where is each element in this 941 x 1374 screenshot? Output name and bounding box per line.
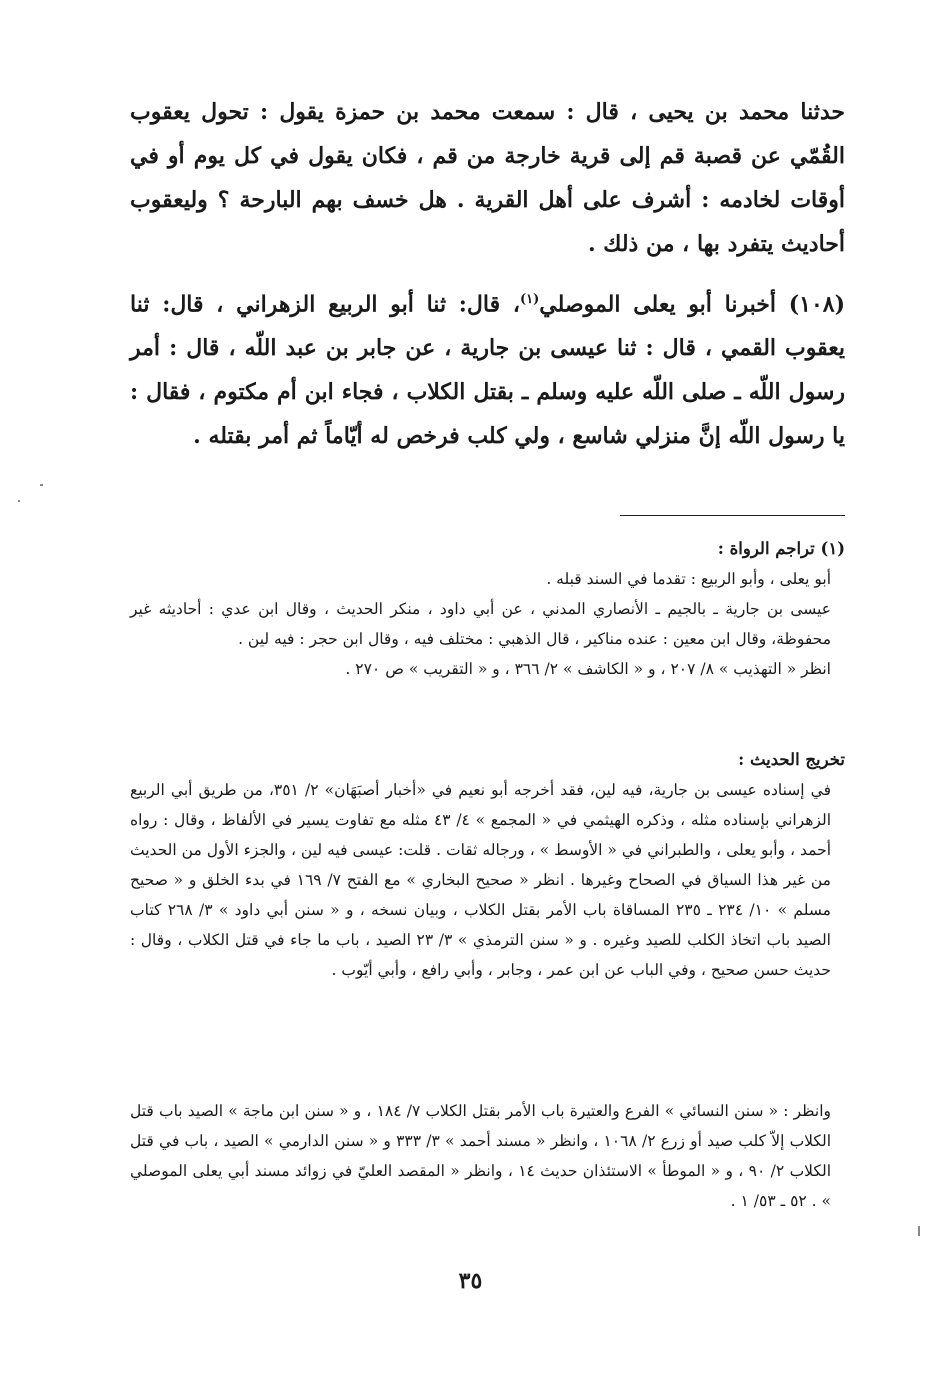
takhrij-paragraph: في إسناده عيسى بن جارية، فيه لين، فقد أخرجه أبو نعيم في «أخبار أصبَهَان» ٢/ ٣٥١، من طريق أبي الربيع الزهراني بإسناده مثله ، وذكره الهيثمي في « المجمع » ٤/ ٤٣ مثله مع تفاوت يسير في الألفاظ ، وقال : رواه أحمد ، وأبو يعلى ، والطبراني في « الأوسط » ، ورجاله ثقات . قلت: عيسى فيه لين ، والجزء الأول من الحديث من غير هذا السياق في الصحاح وغيرها . انظر « صحيح البخاري » مع الفتح ٧/ ١٦٩ في بدء الخلق و « صحيح مسلم » ١٠/ ٢٣٤ ـ ٢٣٥ المساقاة باب الأمر بقتل الكلاب ، وبيان نسخه ، و « سنن أبي داود » ٣/ ٢٦٨ كتاب الصيد باب اتخاذ الكلب للصيد وغيره . و « سنن الترمذي » ٣/ ٢٣ الصيد ، باب ما جاء في قتل الكلاب ، وقال : حديث حسن صحيح ، وفي الباب عن ابن عمر ، وجابر ، وأبي رافع ، وأبي أيّوب . (130, 781, 831, 979)
footnote-marker: (١) (519, 292, 540, 307)
footnote-separator (620, 515, 845, 516)
further-references-paragraph: وانظر : « سنن النسائي » الفرع والعتيرة باب الأمر بقتل الكلاب ٧/ ١٨٤ ، و « سنن ابن ماجة » الصيد باب قتل الكلاب إلاّ كلب صيد أو زرع ٢/ ١٠٦٨ ، وانظر « مسند أحمد » ٣/ ٣٣٣ و « سنن الدارمي » الصيد ، باب في قتل الكلاب ٢/ ٩٠ ، و « الموطأ » الاستئذان حديث ١٤ ، وانظر « المقصد العليّ في زوائد مسند أبي يعلى الموصلي » . ٥٢ ـ ٥٣/ ١ . (130, 1102, 832, 1210)
footnote-narrators (130, 534, 845, 684)
scan-speck (918, 1226, 920, 1236)
hadith-108-body: ، قال: ثنا أبو الربيع الزهراني ، قال: ثنا يعقوب القمي ، قال : ثنا عيسى بن جارية ، عن جابر بن عبد اللّه ، قال : أمر رسول اللّه ـ صلى اللّه عليه وسلم ـ بقتل الكلاب ، فجاء ابن أم مكتوم ، فقال : يا رسول اللّه إنَّ منزلي شاسع ، ولي كلب فرخص له أيّاماً ثم أمر بقتله . (130, 291, 845, 450)
main-text-paragraph-1 (130, 90, 845, 266)
takhrij-heading: تخريج الحديث : (738, 750, 845, 769)
takhrij-section (130, 745, 845, 985)
footnote-line-3: انظر « التهذيب » ٨/ ٢٠٧ ، و « الكاشف » ٢/ ٣٦٦ ، و « التقريب » ص ٢٧٠ . (345, 660, 831, 678)
further-references (130, 1096, 845, 1216)
hadith-108-opening: (١٠٨) أخبرنا أبو يعلى الموصلي (539, 291, 845, 318)
footnote-heading: (١) تراجم الرواة : (717, 539, 845, 558)
paragraph-narration: حدثنا محمد بن يحيى ، قال : سمعت محمد بن حمزة يقول : تحول يعقوب القُمّي عن قصبة قم إلى قرية خارجة من قم ، فكان يقول في كل يوم أو في أوقات لخادمه : أشرف على أهل القرية . هل خسف بهم البارحة ؟ وليعقوب أحاديث يتفرد بها ، من ذلك . (130, 99, 845, 257)
page-number: ٣٥ (458, 1268, 483, 1294)
scan-speck (18, 500, 20, 502)
footnote-line-1: أبو يعلى ، وأبو الربيع : تقدما في السند قبله . (546, 570, 831, 588)
main-text-paragraph-2 (130, 278, 845, 458)
footnote-line-2: عيسى بن جارية ـ بالجيم ـ الأنصاري المدني ، عن أبي داود ، منكر الحديث ، وقال ابن عدي : أحاديثه غير محفوظة، وقال ابن معين : عنده مناكير ، قال الذهبي : مختلف فيه ، وقال ابن حجر : فيه لين . (130, 600, 831, 648)
hadith-108 (130, 278, 845, 458)
scan-speck (40, 484, 43, 486)
